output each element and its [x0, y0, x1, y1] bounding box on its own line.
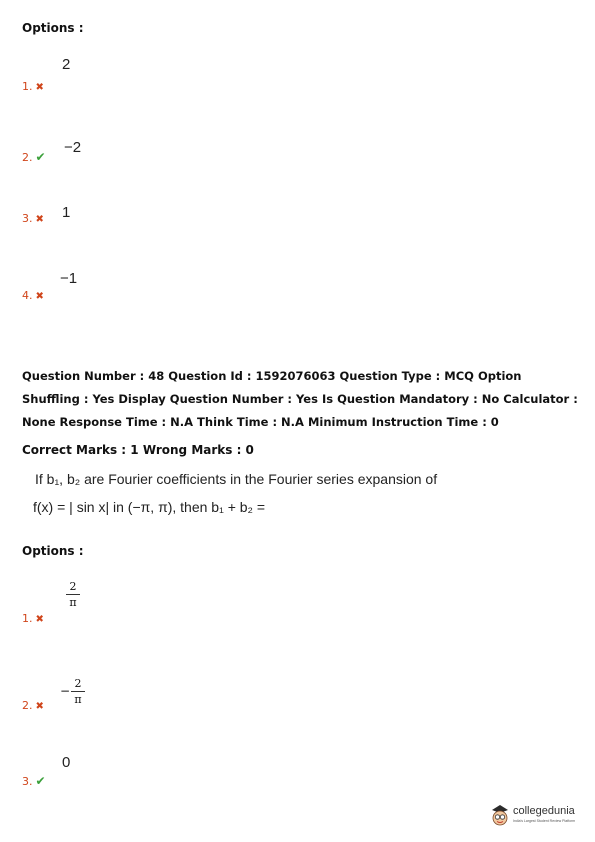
fraction-bar — [66, 594, 80, 595]
option-number: 3. ✖ — [22, 212, 44, 225]
option-number: 2. ✔ — [22, 150, 46, 164]
option-value: 2 — [62, 56, 71, 73]
mascot-icon — [489, 802, 511, 828]
wrong-icon: ✖ — [35, 701, 44, 712]
option-value: 0 — [62, 754, 71, 771]
fraction-bar — [71, 691, 85, 692]
minus-sign: − — [60, 684, 71, 698]
fraction — [66, 580, 80, 609]
options-heading: Options : — [22, 21, 84, 35]
question-meta: Question Number : 48 Question Id : 1592076063 Question Type : MCQ Option Shuffling : Yes Display Question Number : Yes Is Question Mandatory : No Calculator : None Response Time : N.A Think Time : N.A Minimum Instruction Time : 0 — [22, 369, 578, 429]
collegedunia-logo — [489, 800, 589, 832]
wrong-icon: ✖ — [35, 82, 44, 93]
option-value: −1 — [60, 270, 78, 287]
check-icon: ✔ — [35, 150, 46, 164]
option-value: 1 — [62, 204, 71, 221]
check-icon: ✔ — [35, 774, 46, 788]
question-line-1: If b₁, b₂ are Fourier coefficients in the Fourier series expansion of — [35, 471, 438, 487]
wrong-icon: ✖ — [35, 291, 44, 302]
wrong-icon: ✖ — [35, 614, 44, 625]
options-heading: Options : — [22, 544, 84, 558]
option-value: −2 — [64, 139, 82, 156]
wrong-icon: ✖ — [35, 214, 44, 225]
option-number: 1. ✖ — [22, 80, 44, 93]
logo-tagline: India's Largest Student Review Platform — [513, 819, 576, 823]
fraction — [71, 677, 85, 706]
numerator: 2 — [69, 580, 77, 593]
option-number: 4. ✖ — [22, 289, 44, 302]
denominator: π — [74, 693, 82, 706]
option-number: 2. ✖ — [22, 699, 44, 712]
numerator: 2 — [74, 677, 82, 690]
question-line-2: f(x) = | sin x| in (−π, π), then b₁ + b₂ = — [33, 499, 266, 515]
question-marks: Correct Marks : 1 Wrong Marks : 0 — [22, 443, 254, 457]
denominator: π — [69, 596, 77, 609]
option-number: 1. ✖ — [22, 612, 44, 625]
option-number: 3. ✔ — [22, 774, 46, 788]
logo-name: collegedunia — [513, 805, 575, 817]
